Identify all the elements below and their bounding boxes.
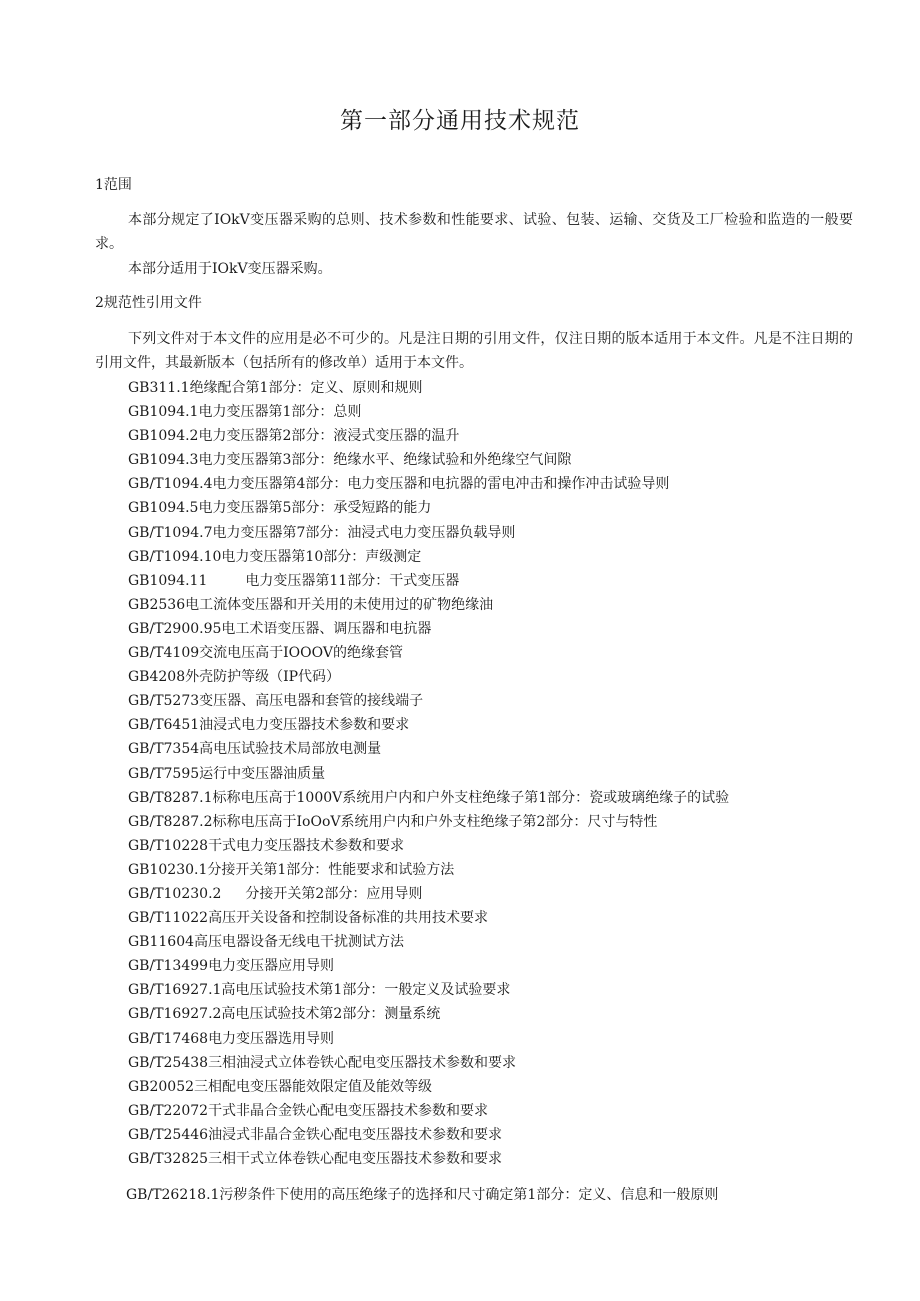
reference-item xyxy=(128,593,729,617)
reference-title: 三相干式立体卷铁心配电变压器技术参数和要求 xyxy=(208,1151,503,1167)
reference-title: 电力变压器第7部分：油浸式电力变压器负载导则 xyxy=(212,524,516,541)
reference-code: GB/T7595 xyxy=(128,765,200,782)
reference-code: GB/T26218.1 xyxy=(126,1187,220,1203)
reference-code: GB/T1094.7 xyxy=(128,524,213,541)
reference-title: 电力变压器第10部分：声级测定 xyxy=(221,548,422,565)
reference-item xyxy=(128,786,729,810)
reference-code: GB/T10228 xyxy=(128,837,209,854)
reference-item xyxy=(128,762,729,786)
reference-item xyxy=(128,906,729,930)
reference-code: GB/T8287.2 xyxy=(128,813,213,830)
reference-item xyxy=(128,978,729,1002)
reference-code: GB4208 xyxy=(128,669,186,686)
reference-item xyxy=(128,1123,729,1147)
reference-code: GB1094.3 xyxy=(128,452,199,469)
reference-title: 电力变压器第2部分：液浸式变压器的温升 xyxy=(198,428,460,445)
reference-code: GB/T17468 xyxy=(128,1030,209,1047)
reference-title: 污秽条件下使用的高压绝缘子的选择和尺寸确定第1部分：定义、信息和一般原则 xyxy=(219,1187,719,1203)
section-heading-normative-references: 2规范性引用文件 xyxy=(95,295,202,311)
reference-title: 变压器、高压电器和套管的接线端子 xyxy=(199,693,424,710)
reference-title: 干式电力变压器技术参数和要求 xyxy=(208,837,405,854)
reference-title: 三相配电变压器能效限定值及能效等级 xyxy=(194,1078,433,1095)
reference-item xyxy=(128,737,729,761)
reference-title: 高压开关设备和控制设备标准的共用技术要求 xyxy=(208,910,489,927)
section-heading-scope: 1范围 xyxy=(95,177,132,193)
reference-item xyxy=(128,1099,729,1123)
reference-code: GB/T11022 xyxy=(128,910,209,927)
reference-item xyxy=(128,1027,729,1051)
reference-title: 电力变压器应用导则 xyxy=(208,958,335,975)
scope-paragraph-1: 本部分规定了IOkV变压器采购的总则、技术参数和性能要求、试验、包装、运输、交货及工厂检验和监造的一般要求。 xyxy=(95,212,853,252)
reference-title: 绝缘配合第1部分：定义、原则和规则 xyxy=(189,380,423,396)
reference-item xyxy=(128,400,729,424)
reference-code: GB1094.5 xyxy=(128,500,199,517)
reference-item xyxy=(128,496,729,520)
reference-item xyxy=(128,472,729,496)
reference-title: 电力变压器第1部分：总则 xyxy=(198,404,362,421)
reference-item xyxy=(128,1002,729,1026)
reference-item xyxy=(128,376,729,400)
reference-item xyxy=(128,689,729,713)
reference-item xyxy=(128,713,729,737)
reference-item xyxy=(128,641,729,665)
reference-item xyxy=(128,858,729,882)
reference-title: 干式非晶合金铁心配电变压器技术参数和要求 xyxy=(208,1102,489,1119)
reference-code: GB/T8287.1 xyxy=(128,789,213,806)
reference-code: GB/T1094.4 xyxy=(128,476,213,493)
references-intro-paragraph: 下列文件对于本文件的应用是必不可少的。凡是注日期的引用文件，仅注日期的版本适用于本文件。凡是不注日期的引用文件，其最新版本（包括所有的修改单）适用于本文件。 xyxy=(95,331,853,371)
reference-code: GB1094.1 xyxy=(128,404,199,421)
reference-item xyxy=(128,834,729,858)
reference-title: 高电压试验技术第1部分：一般定义及试验要求 xyxy=(221,982,511,999)
reference-title: 运行中变压器油质量 xyxy=(199,765,326,782)
reference-code: GB1094.2 xyxy=(128,428,199,445)
reference-title: 电力变压器第3部分：绝缘水平、绝缘试验和外绝缘空气间隙 xyxy=(198,452,572,469)
page-title: 第一部分通用技术规范 xyxy=(340,108,580,134)
reference-title: 高电压试验技术局部放电测量 xyxy=(199,741,382,758)
reference-title: 外壳防护等级（IP代码） xyxy=(185,669,341,686)
reference-title: 高压电器设备无线电干扰测试方法 xyxy=(194,934,405,951)
reference-title: 电力变压器第11部分：干式变压器 xyxy=(245,572,460,589)
reference-code: GB/T2900.95 xyxy=(128,620,222,637)
reference-title: 电力变压器选用导则 xyxy=(208,1030,335,1047)
reference-title: 标称电压高于IoOoV系统用户内和户外支柱绝缘子第2部分：尺寸与特性 xyxy=(212,813,658,830)
reference-item xyxy=(128,930,729,954)
reference-code: GB/T25446 xyxy=(128,1126,209,1143)
reference-item xyxy=(128,617,729,641)
reference-item xyxy=(128,1075,729,1099)
reference-code: GB11604 xyxy=(128,934,195,951)
reference-item xyxy=(128,882,729,906)
reference-code: GB/T25438 xyxy=(128,1054,209,1071)
reference-title: 交流电压高于IOOOV的绝缘套管 xyxy=(199,645,403,662)
reference-title: 高电压试验技术第2部分：测量系统 xyxy=(221,1006,441,1023)
reference-title: 电力变压器第5部分：承受短路的能力 xyxy=(198,500,432,517)
reference-item-last xyxy=(126,1184,718,1206)
reference-item xyxy=(128,545,729,569)
reference-code: GB/T22072 xyxy=(128,1102,209,1119)
reference-item xyxy=(128,424,729,448)
reference-code: GB/T16927.1 xyxy=(128,982,222,999)
reference-code: GB2536 xyxy=(128,596,186,613)
reference-title: 电工流体变压器和开关用的未使用过的矿物绝缘油 xyxy=(185,596,494,613)
reference-code: GB10230.1 xyxy=(128,861,208,878)
reference-title: 标称电压高于1000V系统用户内和户外支柱绝缘子第1部分：瓷或玻璃绝缘子的试验 xyxy=(212,789,730,806)
scope-paragraph-2: 本部分适用于IOkV变压器采购。 xyxy=(128,261,332,277)
reference-code: GB/T7354 xyxy=(128,741,200,758)
reference-item xyxy=(128,448,729,472)
reference-code: GB/T6451 xyxy=(128,717,200,734)
reference-title: 电力变压器第4部分：电力变压器和电抗器的雷电冲击和操作冲击试验导则 xyxy=(212,476,670,493)
reference-code: GB/T16927.2 xyxy=(128,1006,222,1023)
reference-item xyxy=(128,810,729,834)
reference-item xyxy=(128,569,729,593)
reference-code: GB1094.11 xyxy=(128,572,208,589)
reference-title: 分接开关第1部分：性能要求和试验方法 xyxy=(207,861,455,878)
reference-title: 油浸式非晶合金铁心配电变压器技术参数和要求 xyxy=(208,1126,503,1143)
reference-title: 分接开关第2部分：应用导则 xyxy=(245,885,423,902)
reference-code: GB/T13499 xyxy=(128,958,209,975)
reference-title: 电工术语变压器、调压器和电抗器 xyxy=(221,620,432,637)
reference-code: GB/T10230.2 xyxy=(128,885,222,902)
reference-title: 三相油浸式立体卷铁心配电变压器技术参数和要求 xyxy=(208,1054,517,1071)
reference-item xyxy=(128,1147,729,1171)
reference-code: GB/T32825 xyxy=(128,1151,209,1167)
reference-code: GB311.1 xyxy=(128,380,190,396)
reference-item xyxy=(128,521,729,545)
reference-title: 油浸式电力变压器技术参数和要求 xyxy=(199,717,410,734)
reference-code: GB20052 xyxy=(128,1078,195,1095)
reference-code: GB/T1094.10 xyxy=(128,548,222,565)
reference-list xyxy=(128,376,729,1171)
reference-item xyxy=(128,665,729,689)
reference-code: GB/T4109 xyxy=(128,645,200,662)
reference-item xyxy=(128,954,729,978)
reference-item xyxy=(128,1051,729,1075)
reference-code: GB/T5273 xyxy=(128,693,200,710)
